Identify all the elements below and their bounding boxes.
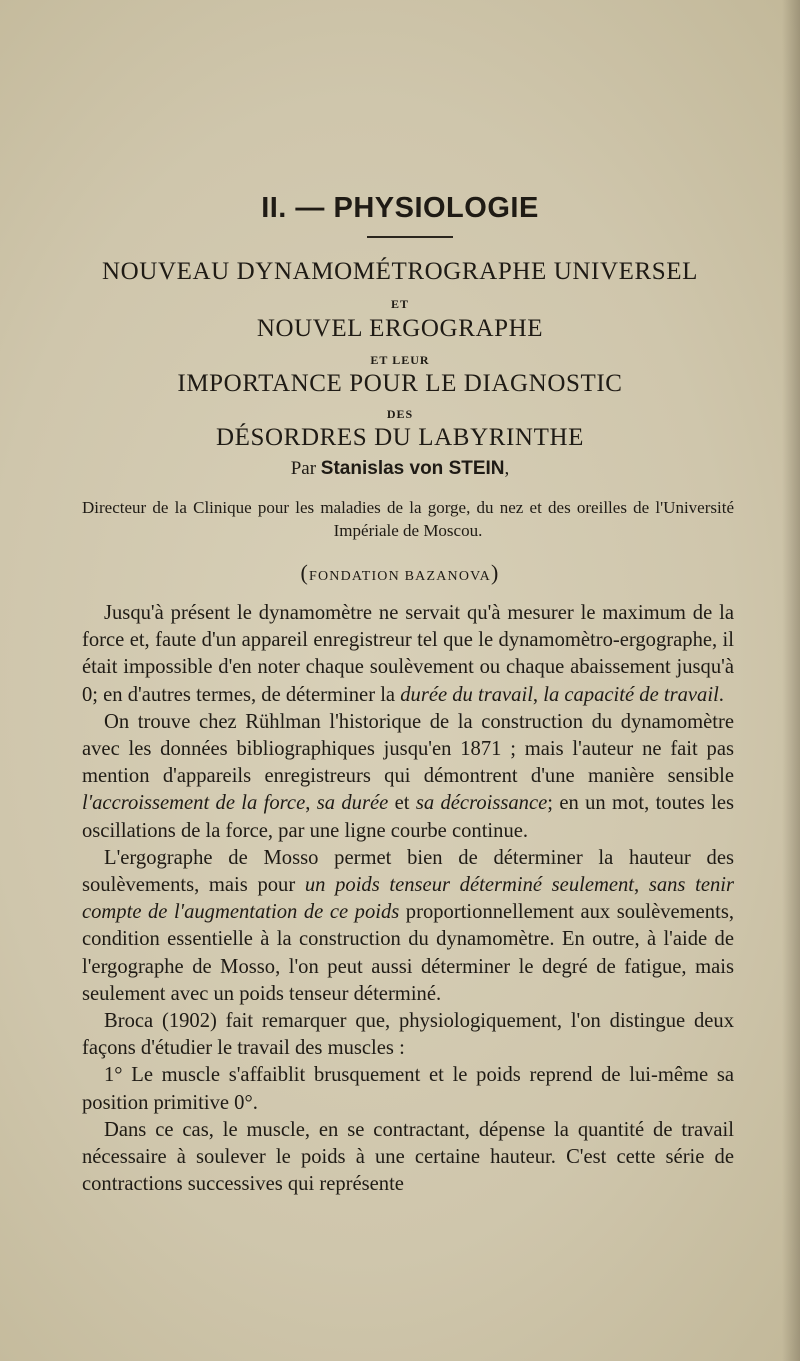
article-body	[82, 600, 734, 1198]
paragraph-1: Jusqu'à présent le dynamomètre ne servait qu'à mesurer le maximum de la force et, faute d'un appareil enregistreur tel que le dynamomètro-ergographe, il était impossible d'en noter chaque soulèvement ou chaque abaissement jusqu'à 0; en d'autres termes, de déterminer la durée du travail, la capacité de travail.	[82, 602, 734, 706]
author-name: Stanislas von STEIN	[320, 458, 505, 479]
paragraph-2: On trouve chez Rühlman l'historique de la construction du dynamomètre avec les données bibliographiques jusqu'en 1871 ; mais l'auteur ne fait pas mention d'appareils enregistreurs qui démontrent d'une manière sensible l'accroissement de la force, sa durée et sa décroissance; en un mot, toutes les oscillations de la force, par une ligne courbe continue.	[82, 710, 734, 842]
author-line	[0, 458, 800, 480]
article-title-conjunction-2: ET LEUR	[370, 353, 430, 367]
heading-rule	[367, 236, 453, 238]
author-suffix: ,	[504, 458, 510, 479]
article-title-conjunction-3: DES	[386, 407, 414, 421]
article-title-line-4: DÉSORDRES DU LABYRINTHE	[216, 424, 584, 451]
fondation-note: (FONDATION BAZANOVA)	[300, 560, 500, 585]
paragraph-4: Broca (1902) fait remarquer que, physiologiquement, l'on distingue deux façons d'étudier le travail des muscles :	[82, 1010, 734, 1060]
section-heading: II. — PHYSIOLOGIE	[261, 192, 539, 224]
author-prefix: Par	[290, 458, 317, 479]
paragraph-5: 1° Le muscle s'affaiblit brusquement et le poids reprend de lui-même sa position primitive 0°.	[82, 1064, 734, 1114]
article-title-line-3: IMPORTANCE POUR LE DIAGNOSTIC	[177, 370, 623, 397]
article-title-conjunction-1: ET	[390, 297, 409, 311]
article-title-line-2: NOUVEL ERGOGRAPHE	[256, 315, 544, 342]
article-title-line-1: NOUVEAU DYNAMOMÉTROGRAPHE UNIVERSEL	[102, 258, 698, 285]
paragraph-6: Dans ce cas, le muscle, en se contractant, dépense la quantité de travail nécessaire à soulever le poids à une certaine hauteur. C'est cette série de contractions successives qui représente	[82, 1118, 734, 1196]
paragraph-3: L'ergographe de Mosso permet bien de déterminer la hauteur des soulèvements, mais pour un poids tenseur déterminé seulement, sans tenir compte de l'augmentation de ce poids proportionnellement aux soulèvements, condition essentielle à la construction du dynamomètre. En outre, à l'aide de l'ergographe de Mosso, l'on peut aussi déterminer le degré de fatigue, mais seulement avec un poids tenseur déterminé.	[82, 846, 734, 1005]
fondation-label: FONDATION BAZANOVA	[309, 569, 491, 584]
author-affiliation: Directeur de la Clinique pour les maladies de la gorge, du nez et des oreilles de l'Université Impériale de Moscou.	[82, 498, 734, 540]
